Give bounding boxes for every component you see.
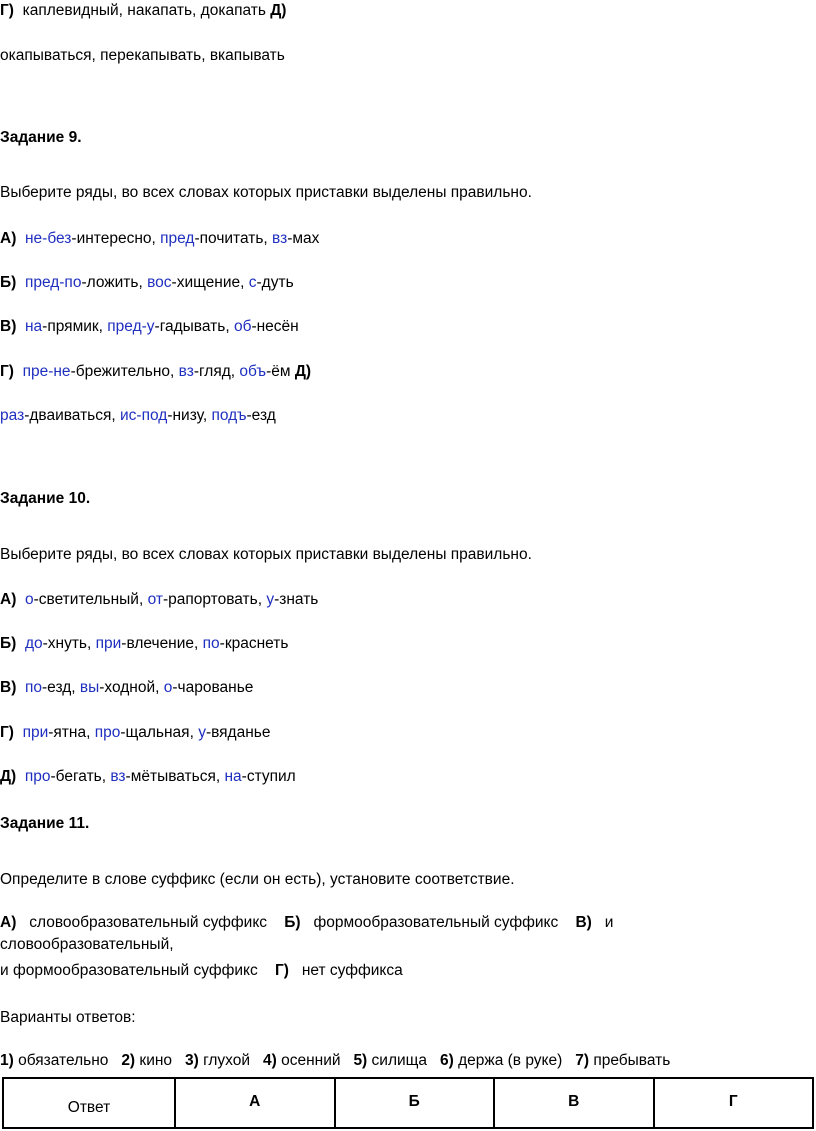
option-label: В) <box>575 914 592 931</box>
answer-table-row <box>3 1078 813 1128</box>
variant-word: обязательно <box>18 1052 109 1069</box>
prefix-highlight: у <box>266 591 275 608</box>
option-label: В) <box>0 318 17 335</box>
variant-number: 5) <box>353 1052 368 1069</box>
prefix-highlight: на <box>224 768 242 785</box>
option-label: Г) <box>0 363 14 380</box>
prefix-highlight: о <box>24 591 34 608</box>
variant-word: кино <box>139 1052 173 1069</box>
word-rest: -влечение, <box>121 635 203 652</box>
prefix-highlight: от <box>147 591 163 608</box>
prefix-highlight: на <box>24 318 43 335</box>
word-rest: -интересно, <box>71 230 161 247</box>
variant-number: 3) <box>184 1052 199 1069</box>
answer-col-a[interactable]: А <box>175 1078 335 1128</box>
option-text: и формообразовательный суффикс <box>0 962 258 979</box>
task9-row <box>0 406 276 426</box>
word-rest: -гляд, <box>193 363 240 380</box>
option-text: и <box>604 914 614 931</box>
answer-col-b[interactable]: Б <box>335 1078 495 1128</box>
task10-row <box>0 634 288 654</box>
prefix-highlight: объ <box>239 363 267 380</box>
option-label: Д) <box>0 768 17 785</box>
prefix-highlight: пред <box>160 230 195 247</box>
prefix-highlight: не-без <box>24 230 72 247</box>
word-rest: -несён <box>251 318 299 335</box>
option-label: А) <box>0 591 17 608</box>
option-label: Г) <box>0 2 14 19</box>
prefix-highlight: про <box>94 724 121 741</box>
prefix-highlight: ис-под <box>120 407 168 424</box>
prefix-highlight: до <box>24 635 43 652</box>
prefix-highlight: по <box>202 635 220 652</box>
prefix-highlight: пре-не <box>22 363 71 380</box>
prefix-highlight: раз <box>0 407 25 424</box>
task10-row <box>0 590 318 610</box>
word-rest: -ложить, <box>81 274 148 291</box>
prefix-highlight: пред-у <box>107 318 155 335</box>
word-rest: -ходной, <box>99 679 164 696</box>
word-rest: -краснеть <box>219 635 289 652</box>
option-label: А) <box>0 230 17 247</box>
variant-word: держа (в руке) <box>458 1052 563 1069</box>
variants-list <box>0 1051 670 1071</box>
task9-row <box>0 273 294 293</box>
word-rest: -ступил <box>241 768 296 785</box>
prefix-highlight: про <box>24 768 51 785</box>
variant-number: 7) <box>575 1052 589 1069</box>
word-rest: -рапортовать, <box>162 591 267 608</box>
option-label: Д) <box>294 363 312 380</box>
variant-word: силища <box>371 1052 428 1069</box>
answer-col-c[interactable]: В <box>494 1078 654 1128</box>
option-label: Г) <box>274 962 289 979</box>
option-text: нет суффикса <box>301 962 403 979</box>
option-label: Д) <box>270 2 287 19</box>
word-rest: -мах <box>287 230 320 247</box>
option-label: Б) <box>284 914 301 931</box>
word-rest: -дуть <box>256 274 294 291</box>
task10-title: Задание 10. <box>0 490 91 507</box>
answer-table <box>2 1077 814 1129</box>
word-rest: -езд <box>246 407 276 424</box>
prefix-highlight: с <box>248 274 257 291</box>
prefix-highlight: подъ <box>211 407 247 424</box>
task11-options-line-3 <box>0 961 403 981</box>
task9-title: Задание 9. <box>0 129 82 146</box>
word-rest: -гадывать, <box>154 318 234 335</box>
prefix-highlight: у <box>198 724 206 741</box>
word-rest: -чарованье <box>172 679 254 696</box>
word-rest: -мётываться, <box>125 768 225 785</box>
word-rest: -ём <box>266 363 295 380</box>
word-rest: -щальная, <box>120 724 199 741</box>
option-label: Г) <box>0 724 14 741</box>
variant-word: осенний <box>281 1052 341 1069</box>
answer-col-d[interactable]: Г <box>654 1078 814 1128</box>
task9-row <box>0 229 319 249</box>
option-label: Б) <box>0 635 17 652</box>
word-rest: -прямик, <box>42 318 108 335</box>
prefix-highlight: об <box>233 318 252 335</box>
task9-question: Выберите ряды, во всех словах которых приставки выделены правильно. <box>0 184 532 201</box>
word-rest: -почитать, <box>194 230 273 247</box>
variant-number: 1) <box>0 1052 14 1069</box>
prefix-highlight: вос <box>147 274 172 291</box>
word-rest: -низу, <box>167 407 212 424</box>
task11-options-line-2: словообразовательный, <box>0 936 174 953</box>
task11-question: Определите в слове суффикс (если он есть), установите соответствие. <box>0 871 515 888</box>
variant-number: 4) <box>262 1052 277 1069</box>
variant-number: 6) <box>439 1052 454 1069</box>
word-rest: -бегать, <box>50 768 111 785</box>
prefix-highlight: о <box>163 679 173 696</box>
task10-row <box>0 723 270 743</box>
variant-number: 2) <box>121 1052 136 1069</box>
prefix-highlight: вз <box>110 768 126 785</box>
word-rest: -езд, <box>42 679 80 696</box>
variant-word: глухой <box>203 1052 251 1069</box>
word-rest: -брежительно, <box>70 363 179 380</box>
option-label: А) <box>0 914 17 931</box>
answer-label-cell: Ответ <box>3 1078 175 1128</box>
task10-row <box>0 678 253 698</box>
variants-title: Варианты ответов: <box>0 1009 136 1026</box>
word-rest: -хнуть, <box>42 635 96 652</box>
option-text: формообразовательный суффикс <box>313 914 559 931</box>
task11-options-line-1 <box>0 913 613 933</box>
task9-row <box>0 317 299 337</box>
option-label: Б) <box>0 274 17 291</box>
option-text: каплевидный, накапать, докапать <box>22 2 266 19</box>
prefix-highlight: по <box>24 679 42 696</box>
task10-row <box>0 767 296 787</box>
prefix-highlight: вз <box>272 230 288 247</box>
prefix-highlight: вз <box>178 363 194 380</box>
task9-row <box>0 362 311 382</box>
variant-word: пребывать <box>593 1052 671 1069</box>
prefix-highlight: при <box>22 724 49 741</box>
prefix-highlight: вы <box>79 679 100 696</box>
option-label: В) <box>0 679 17 696</box>
task10-question: Выберите ряды, во всех словах которых приставки выделены правильно. <box>0 546 532 563</box>
word-rest: -хищение, <box>171 274 249 291</box>
word-rest: -вяданье <box>205 724 271 741</box>
word-rest: -ятна, <box>48 724 95 741</box>
prefix-highlight: пред-по <box>24 274 82 291</box>
word-rest: -дваиваться, <box>24 407 121 424</box>
top-line-2: окапываться, перекапывать, вкапывать <box>0 47 285 64</box>
prefix-highlight: при <box>95 635 122 652</box>
top-line-1 <box>0 1 286 21</box>
task11-title: Задание 11. <box>0 815 90 832</box>
option-text: словообразовательный суффикс <box>29 914 268 931</box>
word-rest: -светительный, <box>33 591 148 608</box>
word-rest: -знать <box>274 591 319 608</box>
